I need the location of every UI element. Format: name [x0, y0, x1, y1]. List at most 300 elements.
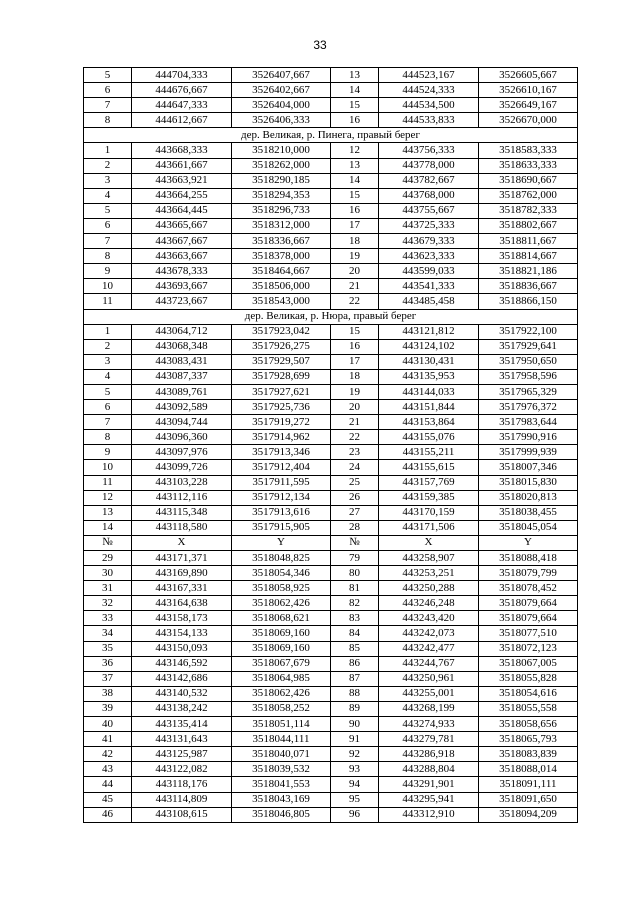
table-cell: 443155,076 — [379, 430, 479, 445]
table-cell: 88 — [331, 686, 379, 701]
table-cell: 443485,458 — [379, 294, 479, 309]
table-cell: 443164,638 — [132, 596, 232, 611]
table-cell: 45 — [84, 792, 132, 807]
table-cell: 3517922,100 — [479, 324, 578, 339]
table-cell: 1 — [84, 324, 132, 339]
table-cell: 3517927,621 — [232, 384, 331, 399]
table-cell: 3518866,150 — [479, 294, 578, 309]
table-row — [84, 701, 578, 716]
table-cell: 3517913,616 — [232, 505, 331, 520]
table-cell: 3518296,733 — [232, 203, 331, 218]
table-cell: 3518336,667 — [232, 234, 331, 249]
table-cell: 27 — [331, 505, 379, 520]
table-cell: 3518262,000 — [232, 158, 331, 173]
table-cell: 443142,686 — [132, 671, 232, 686]
table-cell: 443099,726 — [132, 460, 232, 475]
table-cell: 15 — [331, 188, 379, 203]
table-cell: 3518836,667 — [479, 279, 578, 294]
table-row — [84, 173, 578, 188]
table-cell: 443288,804 — [379, 762, 479, 777]
column-header: X — [132, 535, 232, 550]
table-cell: 443664,445 — [132, 203, 232, 218]
table-cell: 8 — [84, 430, 132, 445]
table-cell: 443140,532 — [132, 686, 232, 701]
table-row — [84, 324, 578, 339]
table-cell: 3517958,596 — [479, 369, 578, 384]
table-cell: 443167,331 — [132, 581, 232, 596]
table-cell: 3517915,905 — [232, 520, 331, 535]
table-cell: 443286,918 — [379, 747, 479, 762]
table-cell: 3518290,185 — [232, 173, 331, 188]
table-row — [84, 581, 578, 596]
table-row — [84, 611, 578, 626]
table-cell: 444524,333 — [379, 83, 479, 98]
table-row — [84, 596, 578, 611]
table-cell: 443122,082 — [132, 762, 232, 777]
section-title: дер. Великая, р. Нюра, правый берег — [84, 309, 578, 324]
header-row — [84, 535, 578, 550]
table-cell: 3517999,939 — [479, 445, 578, 460]
coordinates-table-body — [84, 68, 578, 823]
table-row — [84, 369, 578, 384]
page-number: 33 — [313, 38, 327, 52]
table-cell: 443279,781 — [379, 732, 479, 747]
table-cell: 3526649,167 — [479, 98, 578, 113]
table-cell: 443599,033 — [379, 264, 479, 279]
table-cell: 33 — [84, 611, 132, 626]
table-cell: 14 — [84, 520, 132, 535]
table-cell: 36 — [84, 656, 132, 671]
table-cell: 3517929,641 — [479, 339, 578, 354]
table-cell: 3518091,650 — [479, 792, 578, 807]
table-cell: 3518782,333 — [479, 203, 578, 218]
table-cell: 443258,907 — [379, 551, 479, 566]
table-cell: 443155,211 — [379, 445, 479, 460]
column-header: X — [379, 535, 479, 550]
table-cell: 13 — [84, 505, 132, 520]
table-row — [84, 505, 578, 520]
table-cell: 443068,348 — [132, 339, 232, 354]
table-row — [84, 445, 578, 460]
table-cell: 443778,000 — [379, 158, 479, 173]
table-cell: 443678,333 — [132, 264, 232, 279]
table-cell: 3518041,553 — [232, 777, 331, 792]
table-row — [84, 717, 578, 732]
table-cell: 3518069,160 — [232, 626, 331, 641]
table-cell: 443135,414 — [132, 717, 232, 732]
table-cell: 3517965,329 — [479, 384, 578, 399]
table-cell: 443665,667 — [132, 218, 232, 233]
table-cell: 24 — [331, 460, 379, 475]
table-row — [84, 83, 578, 98]
table-cell: 443114,809 — [132, 792, 232, 807]
table-cell: 3 — [84, 354, 132, 369]
table-row — [84, 641, 578, 656]
table-cell: 3518078,452 — [479, 581, 578, 596]
table-cell: 3518543,000 — [232, 294, 331, 309]
table-cell: 3518065,793 — [479, 732, 578, 747]
table-cell: 6 — [84, 218, 132, 233]
table-cell: 11 — [84, 294, 132, 309]
table-cell: 443291,901 — [379, 777, 479, 792]
table-cell: 41 — [84, 732, 132, 747]
table-cell: 2 — [84, 158, 132, 173]
table-cell: 22 — [331, 294, 379, 309]
table-cell: 443157,769 — [379, 475, 479, 490]
table-cell: 443112,116 — [132, 490, 232, 505]
table-cell: 19 — [331, 384, 379, 399]
table-row — [84, 98, 578, 113]
table-cell: 443103,228 — [132, 475, 232, 490]
table-cell: 4 — [84, 188, 132, 203]
table-row — [84, 551, 578, 566]
table-cell: 443756,333 — [379, 143, 479, 158]
table-cell: 3517919,272 — [232, 415, 331, 430]
table-cell: 3518048,825 — [232, 551, 331, 566]
table-cell: 12 — [84, 490, 132, 505]
table-cell: 23 — [331, 445, 379, 460]
column-header: № — [331, 535, 379, 550]
table-cell: 443242,477 — [379, 641, 479, 656]
table-cell: 444533,833 — [379, 113, 479, 128]
table-cell: 44 — [84, 777, 132, 792]
table-cell: 443171,506 — [379, 520, 479, 535]
table-cell: 443250,288 — [379, 581, 479, 596]
table-cell: 3518079,664 — [479, 596, 578, 611]
table-cell: 443242,073 — [379, 626, 479, 641]
table-cell: 13 — [331, 158, 379, 173]
table-row — [84, 626, 578, 641]
table-cell: 81 — [331, 581, 379, 596]
table-cell: 3517913,346 — [232, 445, 331, 460]
table-cell: 18 — [331, 234, 379, 249]
table-cell: 40 — [84, 717, 132, 732]
table-cell: 43 — [84, 762, 132, 777]
table-cell: 3518762,000 — [479, 188, 578, 203]
table-cell: 443664,255 — [132, 188, 232, 203]
table-cell: 32 — [84, 596, 132, 611]
table-cell: 444704,333 — [132, 68, 232, 83]
table-cell: 3518062,426 — [232, 686, 331, 701]
table-row — [84, 279, 578, 294]
table-cell: 444523,167 — [379, 68, 479, 83]
table-cell: 3517929,507 — [232, 354, 331, 369]
table-cell: 15 — [331, 98, 379, 113]
table-cell: 3518058,252 — [232, 701, 331, 716]
table-cell: 3518069,160 — [232, 641, 331, 656]
table-cell: 443782,667 — [379, 173, 479, 188]
table-cell: 443253,251 — [379, 566, 479, 581]
table-cell: 30 — [84, 566, 132, 581]
table-cell: 5 — [84, 68, 132, 83]
table-cell: 444612,667 — [132, 113, 232, 128]
table-cell: 443138,242 — [132, 701, 232, 716]
table-cell: 3518690,667 — [479, 173, 578, 188]
table-row — [84, 566, 578, 581]
table-cell: 14 — [331, 173, 379, 188]
table-row — [84, 249, 578, 264]
table-cell: 3518044,111 — [232, 732, 331, 747]
table-row — [84, 460, 578, 475]
table-cell: 3518058,925 — [232, 581, 331, 596]
table-cell: 3 — [84, 173, 132, 188]
table-cell: 3517983,644 — [479, 415, 578, 430]
table-cell: 3518210,000 — [232, 143, 331, 158]
table-cell: 443623,333 — [379, 249, 479, 264]
table-cell: 86 — [331, 656, 379, 671]
table-cell: 15 — [331, 324, 379, 339]
table-cell: 46 — [84, 807, 132, 822]
table-cell: 17 — [331, 218, 379, 233]
table-row — [84, 188, 578, 203]
table-cell: 3526670,000 — [479, 113, 578, 128]
table-row — [84, 218, 578, 233]
table-cell: 443108,615 — [132, 807, 232, 822]
table-cell: 95 — [331, 792, 379, 807]
table-cell: 11 — [84, 475, 132, 490]
table-cell: 3518083,839 — [479, 747, 578, 762]
table-row — [84, 747, 578, 762]
table-cell: 443154,133 — [132, 626, 232, 641]
table-cell: 3518055,828 — [479, 671, 578, 686]
table-cell: 443155,615 — [379, 460, 479, 475]
table-cell: 443663,921 — [132, 173, 232, 188]
table-cell: 3518055,558 — [479, 701, 578, 716]
table-cell: 443130,431 — [379, 354, 479, 369]
table-row — [84, 234, 578, 249]
table-cell: 3518079,664 — [479, 611, 578, 626]
table-cell: 3517914,962 — [232, 430, 331, 445]
table-cell: 10 — [84, 460, 132, 475]
table-cell: 85 — [331, 641, 379, 656]
table-cell: 84 — [331, 626, 379, 641]
table-cell: 4 — [84, 369, 132, 384]
table-cell: 444676,667 — [132, 83, 232, 98]
table-cell: 443250,961 — [379, 671, 479, 686]
table-cell: 3518072,123 — [479, 641, 578, 656]
table-row — [84, 415, 578, 430]
table-cell: 7 — [84, 234, 132, 249]
table-cell: 9 — [84, 445, 132, 460]
table-cell: 17 — [331, 354, 379, 369]
table-cell: 443679,333 — [379, 234, 479, 249]
table-cell: 443244,767 — [379, 656, 479, 671]
table-cell: 3518378,000 — [232, 249, 331, 264]
table-cell: 443246,248 — [379, 596, 479, 611]
table-row — [84, 762, 578, 777]
table-cell: 7 — [84, 415, 132, 430]
table-cell: 443268,199 — [379, 701, 479, 716]
table-cell: 3518045,054 — [479, 520, 578, 535]
table-cell: 443243,420 — [379, 611, 479, 626]
table-cell: 443158,173 — [132, 611, 232, 626]
table-cell: 18 — [331, 369, 379, 384]
table-cell: 3518506,000 — [232, 279, 331, 294]
table-cell: 3517926,275 — [232, 339, 331, 354]
table-cell: 3518015,830 — [479, 475, 578, 490]
coordinates-table — [83, 67, 578, 823]
table-row — [84, 732, 578, 747]
table-cell: 443295,941 — [379, 792, 479, 807]
table-cell: 21 — [331, 279, 379, 294]
table-cell: 443150,093 — [132, 641, 232, 656]
column-header: Y — [479, 535, 578, 550]
table-cell: 35 — [84, 641, 132, 656]
table-cell: 3517912,404 — [232, 460, 331, 475]
table-cell: 3518020,813 — [479, 490, 578, 505]
table-cell: 3517912,134 — [232, 490, 331, 505]
table-cell: 3517923,042 — [232, 324, 331, 339]
table-cell: 443094,744 — [132, 415, 232, 430]
table-cell: 3526402,667 — [232, 83, 331, 98]
table-cell: 37 — [84, 671, 132, 686]
column-header: № — [84, 535, 132, 550]
table-cell: 3526406,333 — [232, 113, 331, 128]
table-cell: 443169,890 — [132, 566, 232, 581]
table-cell: 31 — [84, 581, 132, 596]
table-cell: 25 — [331, 475, 379, 490]
table-cell: 3518091,111 — [479, 777, 578, 792]
table-cell: 29 — [84, 551, 132, 566]
table-cell: 3518811,667 — [479, 234, 578, 249]
table-cell: 443092,589 — [132, 400, 232, 415]
table-cell: 443171,371 — [132, 551, 232, 566]
table-cell: 38 — [84, 686, 132, 701]
table-cell: 443118,580 — [132, 520, 232, 535]
table-row — [84, 113, 578, 128]
table-row — [84, 203, 578, 218]
table-cell: 34 — [84, 626, 132, 641]
table-row — [84, 490, 578, 505]
section-row — [84, 128, 578, 143]
table-cell: 443118,176 — [132, 777, 232, 792]
table-cell: 3518094,209 — [479, 807, 578, 822]
table-cell: 443146,592 — [132, 656, 232, 671]
table-row — [84, 143, 578, 158]
table-cell: 3518067,679 — [232, 656, 331, 671]
table-cell: 443121,812 — [379, 324, 479, 339]
table-cell: 443541,333 — [379, 279, 479, 294]
table-cell: 3518077,510 — [479, 626, 578, 641]
table-cell: 443144,033 — [379, 384, 479, 399]
table-cell: 3517950,650 — [479, 354, 578, 369]
table-cell: 16 — [331, 339, 379, 354]
table-row — [84, 475, 578, 490]
table-cell: 443667,667 — [132, 234, 232, 249]
table-cell: 443255,001 — [379, 686, 479, 701]
table-row — [84, 520, 578, 535]
table-cell: 87 — [331, 671, 379, 686]
table-cell: 3518058,656 — [479, 717, 578, 732]
table-cell: 3518054,346 — [232, 566, 331, 581]
table-cell: 3518062,426 — [232, 596, 331, 611]
table-cell: 96 — [331, 807, 379, 822]
section-title: дер. Великая, р. Пинега, правый берег — [84, 128, 578, 143]
table-cell: 3518051,114 — [232, 717, 331, 732]
table-cell: 443170,159 — [379, 505, 479, 520]
section-row — [84, 309, 578, 324]
table-row — [84, 430, 578, 445]
table-cell: 3518039,532 — [232, 762, 331, 777]
table-cell: 3518068,621 — [232, 611, 331, 626]
table-cell: 22 — [331, 430, 379, 445]
table-row — [84, 792, 578, 807]
table-cell: 443125,987 — [132, 747, 232, 762]
table-cell: 28 — [331, 520, 379, 535]
table-cell: 443274,933 — [379, 717, 479, 732]
table-cell: 3518046,805 — [232, 807, 331, 822]
table-cell: 5 — [84, 203, 132, 218]
table-cell: 93 — [331, 762, 379, 777]
table-cell: 20 — [331, 400, 379, 415]
table-cell: 5 — [84, 384, 132, 399]
table-cell: 2 — [84, 339, 132, 354]
table-cell: 13 — [331, 68, 379, 83]
table-row — [84, 339, 578, 354]
table-cell: 3517911,595 — [232, 475, 331, 490]
table-cell: 3518054,616 — [479, 686, 578, 701]
table-cell: 9 — [84, 264, 132, 279]
table-cell: 1 — [84, 143, 132, 158]
table-cell: 3518814,667 — [479, 249, 578, 264]
table-cell: 443768,000 — [379, 188, 479, 203]
table-row — [84, 294, 578, 309]
table-cell: 443064,712 — [132, 324, 232, 339]
table-cell: 443693,667 — [132, 279, 232, 294]
table-row — [84, 777, 578, 792]
table-cell: 12 — [331, 143, 379, 158]
table-cell: 42 — [84, 747, 132, 762]
table-cell: 92 — [331, 747, 379, 762]
table-cell: 3518088,418 — [479, 551, 578, 566]
table-cell: 3518067,005 — [479, 656, 578, 671]
table-cell: 444647,333 — [132, 98, 232, 113]
table-cell: 6 — [84, 400, 132, 415]
table-cell: 443151,844 — [379, 400, 479, 415]
table-cell: 443755,667 — [379, 203, 479, 218]
table-cell: 443159,385 — [379, 490, 479, 505]
table-cell: 91 — [331, 732, 379, 747]
table-cell: 3518802,667 — [479, 218, 578, 233]
table-cell: 10 — [84, 279, 132, 294]
table-cell: 443312,910 — [379, 807, 479, 822]
table-cell: 16 — [331, 113, 379, 128]
table-cell: 3526605,667 — [479, 68, 578, 83]
table-cell: 3517976,372 — [479, 400, 578, 415]
table-cell: 20 — [331, 264, 379, 279]
column-header: Y — [232, 535, 331, 550]
table-row — [84, 264, 578, 279]
table-cell: 443096,360 — [132, 430, 232, 445]
table-row — [84, 400, 578, 415]
table-cell: 3518079,799 — [479, 566, 578, 581]
table-row — [84, 686, 578, 701]
table-cell: 19 — [331, 249, 379, 264]
table-cell: 444534,500 — [379, 98, 479, 113]
table-cell: 443723,667 — [132, 294, 232, 309]
table-row — [84, 656, 578, 671]
table-cell: 6 — [84, 83, 132, 98]
table-cell: 3518088,014 — [479, 762, 578, 777]
table-cell: 3517990,916 — [479, 430, 578, 445]
table-cell: 3517925,736 — [232, 400, 331, 415]
table-cell: 3518064,985 — [232, 671, 331, 686]
table-cell: 3518038,455 — [479, 505, 578, 520]
table-cell: 3518007,346 — [479, 460, 578, 475]
table-cell: 3518040,071 — [232, 747, 331, 762]
table-cell: 443124,102 — [379, 339, 479, 354]
table-cell: 3526610,167 — [479, 83, 578, 98]
